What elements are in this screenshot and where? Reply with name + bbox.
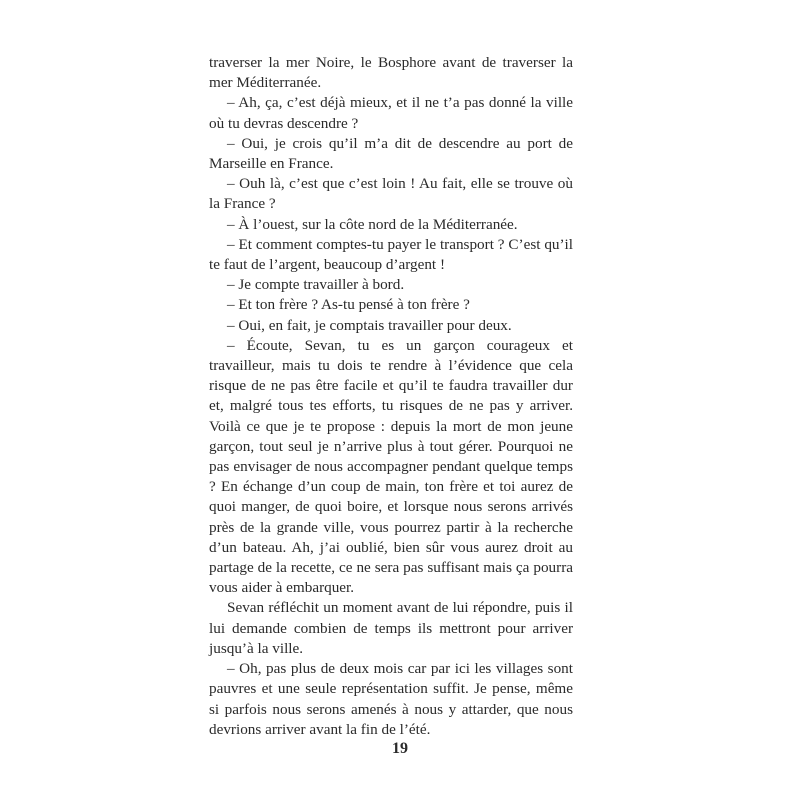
paragraph: traverser la mer Noire, le Bosphore avant de traverser la mer Méditerranée. — [209, 54, 573, 92]
paragraph: – Et ton frère ? As-tu pensé à ton frère ? — [227, 296, 470, 314]
paragraph: – À l’ouest, sur la côte nord de la Méditerranée. — [227, 215, 518, 233]
body-text — [209, 53, 573, 740]
paragraph: – Oh, pas plus de deux mois car par ici les villages sont pauvres et une seule représentation suffit. Je pense, même si parfois nous serons amenés à nous y attarder, que nous devrions arriver avant la fin de l’été. — [209, 660, 573, 738]
page-number: 19 — [392, 740, 408, 757]
paragraph: Sevan réfléchit un moment avant de lui répondre, puis il lui demande combien de temps ils mettront pour arriver jusqu’à la ville. — [209, 599, 573, 657]
paragraph: – Et comment comptes-tu payer le transport ? C’est qu’il te faut de l’argent, beaucoup d’argent ! — [209, 235, 573, 274]
paragraph: – Écoute, Sevan, tu es un garçon courageux et travailleur, mais tu dois te rendre à l’évidence que cela risque de ne pas être facile et qu’il te faudra travailler dur et, malgré tous tes efforts, tu risques de ne pas y arriver. Voilà ce que je te propose : depuis la mort de mon jeune garçon, tout seul je n’arrive plus à tout gérer. Pourquoi ne pas envisager de nous accompagner pendant quelque temps ? En échange d’un coup de main, ton frère et toi aurez de quoi manger, de quoi boire, et lorsque nous serons arrivés près de la grande ville, vous pourrez partir à la recherche d’un bateau. Ah, j’ai oublié, bien sûr vous aurez droit au partage de la recette, ce ne sera pas suffisant mais ça pourra vous aider à embarquer. — [209, 336, 573, 597]
paragraph: – Je compte travailler à bord. — [227, 276, 405, 294]
paragraph: – Oui, en fait, je comptais travailler pour deux. — [227, 316, 512, 334]
paragraph: – Ah, ça, c’est déjà mieux, et il ne t’a pas donné la ville où tu devras descendre ? — [209, 94, 573, 132]
paragraph: – Oui, je crois qu’il m’a dit de descendre au port de Marseille en France. — [209, 134, 573, 173]
paragraph: – Ouh là, c’est que c’est loin ! Au fait, elle se trouve où la France ? — [209, 175, 573, 213]
